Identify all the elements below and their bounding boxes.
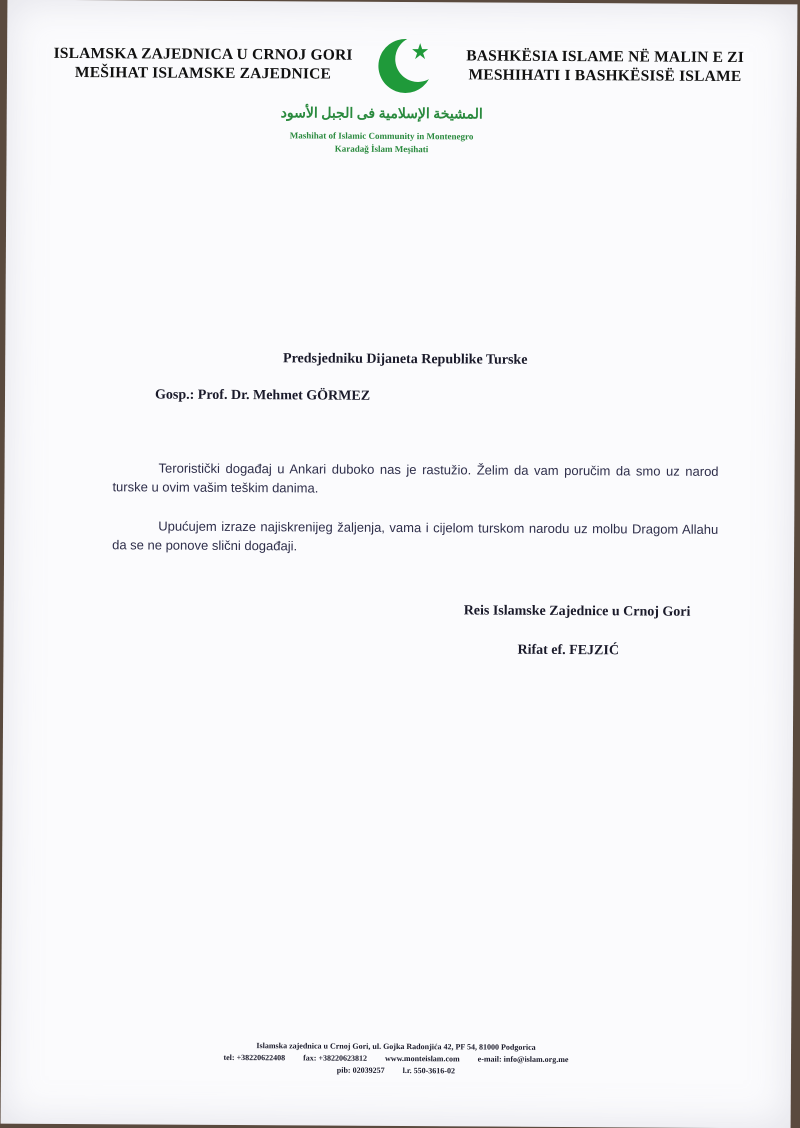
footer-fax: fax: +38220623812: [303, 1053, 368, 1063]
crescent-star-icon: [367, 35, 437, 95]
footer-lr: l.r. 550-3616-02: [402, 1066, 456, 1076]
footer-address: Islamska zajednica u Crnoj Gori, ul. Gojka Radonjića 42, PF 54, 81000 Podgorica: [256, 1041, 536, 1052]
letterhead-right-line1: BASHKËSIA ISLAME NË MALIN E ZI: [466, 47, 745, 67]
footer-email: e-mail: info@islam.org.me: [477, 1054, 569, 1065]
signature-title: Reis Islamske Zajednice u Crnoj Gori: [463, 603, 691, 620]
signature-name: Rifat ef. FEJZIĆ: [517, 642, 620, 659]
body-paragraph-2: Upućujem izraze najiskrenijeg žaljenja, vama i cijelom turskom narodu uz molbu Dragom Allahu da se ne ponove slični događaji.: [112, 518, 719, 554]
letterhead-arabic: المشيخة الإسلامية فى الجبل الأسود: [280, 106, 483, 123]
letterhead-english: Mashihat of Islamic Community in Montenegro: [289, 130, 474, 142]
body-paragraph-1: Teroristički događaj u Ankari duboko nas je rastužio. Želim da vam poručim da smo uz narod turske u ovim vašim teškim danima.: [112, 460, 719, 496]
footer-web: www.monteislam.com: [385, 1053, 460, 1064]
footer-pib: pib: 02039257: [336, 1065, 385, 1075]
letterhead-right: [455, 46, 755, 86]
salutation: Gosp.: Prof. Dr. Mehmet GÖRMEZ: [154, 387, 371, 404]
letterhead-turkish: Karadağ İslam Meşihati: [334, 143, 429, 155]
footer-tel: tel: +38220622408: [223, 1052, 286, 1063]
footer-contacts: [151, 1052, 641, 1064]
letterhead-left: [47, 44, 359, 84]
letterhead-left-line2: MEŠIHAT ISLAMSKE ZAJEDNICE: [74, 64, 332, 83]
letterhead-left-line1: ISLAMSKA ZAJEDNICA U CRNOJ GORI: [53, 44, 353, 64]
letter-page: [1, 0, 798, 1128]
addressee: Predsjedniku Dijaneta Republike Turske: [283, 351, 528, 368]
letterhead-right-line2: MESHIHATI I BASHKËSISË ISLAME: [468, 66, 742, 86]
footer-ids: [151, 1064, 641, 1076]
